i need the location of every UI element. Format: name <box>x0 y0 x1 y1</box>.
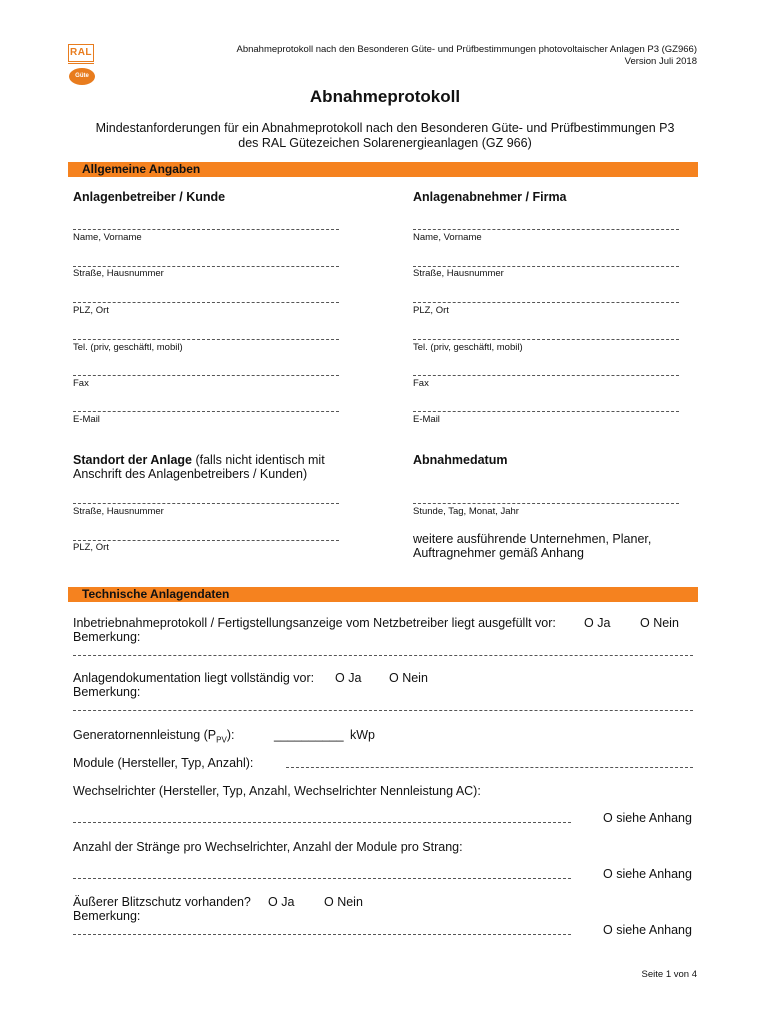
field-label: Fax <box>413 378 429 389</box>
section-bar-technisch: Technische Anlagendaten <box>68 587 698 602</box>
blitzschutz-bemerkung-label: Bemerkung: <box>73 909 141 923</box>
field-label: Straße, Hausnummer <box>73 268 164 279</box>
field-line[interactable] <box>73 339 339 340</box>
section-bar-allgemein: Allgemeine Angaben <box>68 162 698 177</box>
q2-label: Anlagendokumentation liegt vollständig vor: <box>73 671 315 685</box>
straenge-siehe-anhang[interactable]: O siehe Anhang <box>603 867 692 881</box>
left-heading: Anlagenbetreiber / Kunde <box>73 190 226 204</box>
weitere-line-2: Auftragnehmer gemäß Anhang <box>413 546 584 560</box>
standort-heading <box>73 453 325 467</box>
field-label: E-Mail <box>73 414 100 425</box>
blitzschutz-bemerkung-line[interactable] <box>73 934 571 935</box>
module-label: Module (Hersteller, Typ, Anzahl): <box>73 756 254 770</box>
field-line[interactable] <box>413 503 679 504</box>
q2-bemerkung-label: Bemerkung: <box>73 685 141 699</box>
field-line[interactable] <box>73 540 339 541</box>
field-label: Stunde, Tag, Monat, Jahr <box>413 506 519 517</box>
weitere-line-1: weitere ausführende Unternehmen, Planer, <box>413 532 652 546</box>
blitzschutz-option-nein[interactable]: O Nein <box>324 895 363 909</box>
field-line[interactable] <box>73 229 339 230</box>
q1-option-ja[interactable]: O Ja <box>584 616 611 630</box>
straenge-line[interactable] <box>73 878 571 879</box>
generator-label-text: Generatornennleistung (P <box>73 728 217 742</box>
field-label: Name, Vorname <box>413 232 482 243</box>
field-label: Name, Vorname <box>73 232 142 243</box>
header-line-1: Abnahmeprotokoll nach den Besonderen Güte- und Prüfbestimmungen photovoltaischer Anlagen P3 (GZ966) <box>236 44 697 55</box>
field-line[interactable] <box>73 411 339 412</box>
module-line[interactable] <box>286 767 693 768</box>
field-line[interactable] <box>73 302 339 303</box>
field-label: PLZ, Ort <box>413 305 449 316</box>
field-line[interactable] <box>73 375 339 376</box>
blitzschutz-option-ja[interactable]: O Ja <box>268 895 295 909</box>
field-label: E-Mail <box>413 414 440 425</box>
wechselrichter-line[interactable] <box>73 822 571 823</box>
ral-logo-text: RAL <box>68 44 94 62</box>
field-line[interactable] <box>413 229 679 230</box>
field-line[interactable] <box>413 411 679 412</box>
field-line[interactable] <box>413 302 679 303</box>
field-label: Fax <box>73 378 89 389</box>
field-line[interactable] <box>413 339 679 340</box>
generator-label <box>73 728 234 745</box>
right-heading: Anlagenabnehmer / Firma <box>413 190 567 204</box>
wechselrichter-label: Wechselrichter (Hersteller, Typ, Anzahl, Wechselrichter Nennleistung AC): <box>73 784 481 798</box>
blitzschutz-label: Äußerer Blitzschutz vorhanden? <box>73 895 251 909</box>
field-label: Straße, Hausnummer <box>73 506 164 517</box>
standort-heading-rest: (falls nicht identisch mit <box>192 453 325 467</box>
wechselrichter-siehe-anhang[interactable]: O siehe Anhang <box>603 811 692 825</box>
subtitle-line-2: des RAL Gütezeichen Solarenergieanlagen (GZ 966) <box>238 136 532 150</box>
guete-seal: Güte <box>69 68 95 85</box>
field-label: Tel. (priv, geschäftl, mobil) <box>413 342 523 353</box>
header-version: Version Juli 2018 <box>624 56 697 67</box>
field-label: PLZ, Ort <box>73 305 109 316</box>
page-title: Abnahmeprotokoll <box>309 87 461 106</box>
ral-logo <box>66 44 98 86</box>
generator-label-sub: PV <box>216 735 227 745</box>
standort-heading-bold: Standort der Anlage <box>73 453 192 467</box>
straenge-label: Anzahl der Stränge pro Wechselrichter, Anzahl der Module pro Strang: <box>73 840 463 854</box>
generator-unit: kWp <box>350 728 375 742</box>
field-line[interactable] <box>73 503 339 504</box>
q2-bemerkung-line[interactable] <box>73 710 693 711</box>
field-label: PLZ, Ort <box>73 542 109 553</box>
q1-label: Inbetriebnahmeprotokoll / Fertigstellungsanzeige vom Netzbetreiber liegt ausgefüllt vor: <box>73 616 556 630</box>
page-number: Seite 1 von 4 <box>641 969 697 980</box>
q2-option-nein[interactable]: O Nein <box>389 671 428 685</box>
field-label: Straße, Hausnummer <box>413 268 504 279</box>
field-line[interactable] <box>73 266 339 267</box>
subtitle-line-1: Mindestanforderungen für ein Abnahmeprotokoll nach den Besonderen Güte- und Prüfbestimmungen P3 <box>95 121 675 135</box>
field-line[interactable] <box>413 266 679 267</box>
generator-input[interactable]: __________ <box>274 728 344 742</box>
field-label: Tel. (priv, geschäftl, mobil) <box>73 342 183 353</box>
q2-option-ja[interactable]: O Ja <box>335 671 362 685</box>
field-line[interactable] <box>413 375 679 376</box>
blitzschutz-siehe-anhang[interactable]: O siehe Anhang <box>603 923 692 937</box>
abnahmedatum-heading: Abnahmedatum <box>413 453 508 467</box>
q1-option-nein[interactable]: O Nein <box>640 616 679 630</box>
q1-bemerkung-line[interactable] <box>73 655 693 656</box>
standort-heading-line2: Anschrift des Anlagenbetreibers / Kunden) <box>73 467 308 481</box>
q1-bemerkung-label: Bemerkung: <box>73 630 141 644</box>
generator-label-end: ): <box>226 728 235 742</box>
